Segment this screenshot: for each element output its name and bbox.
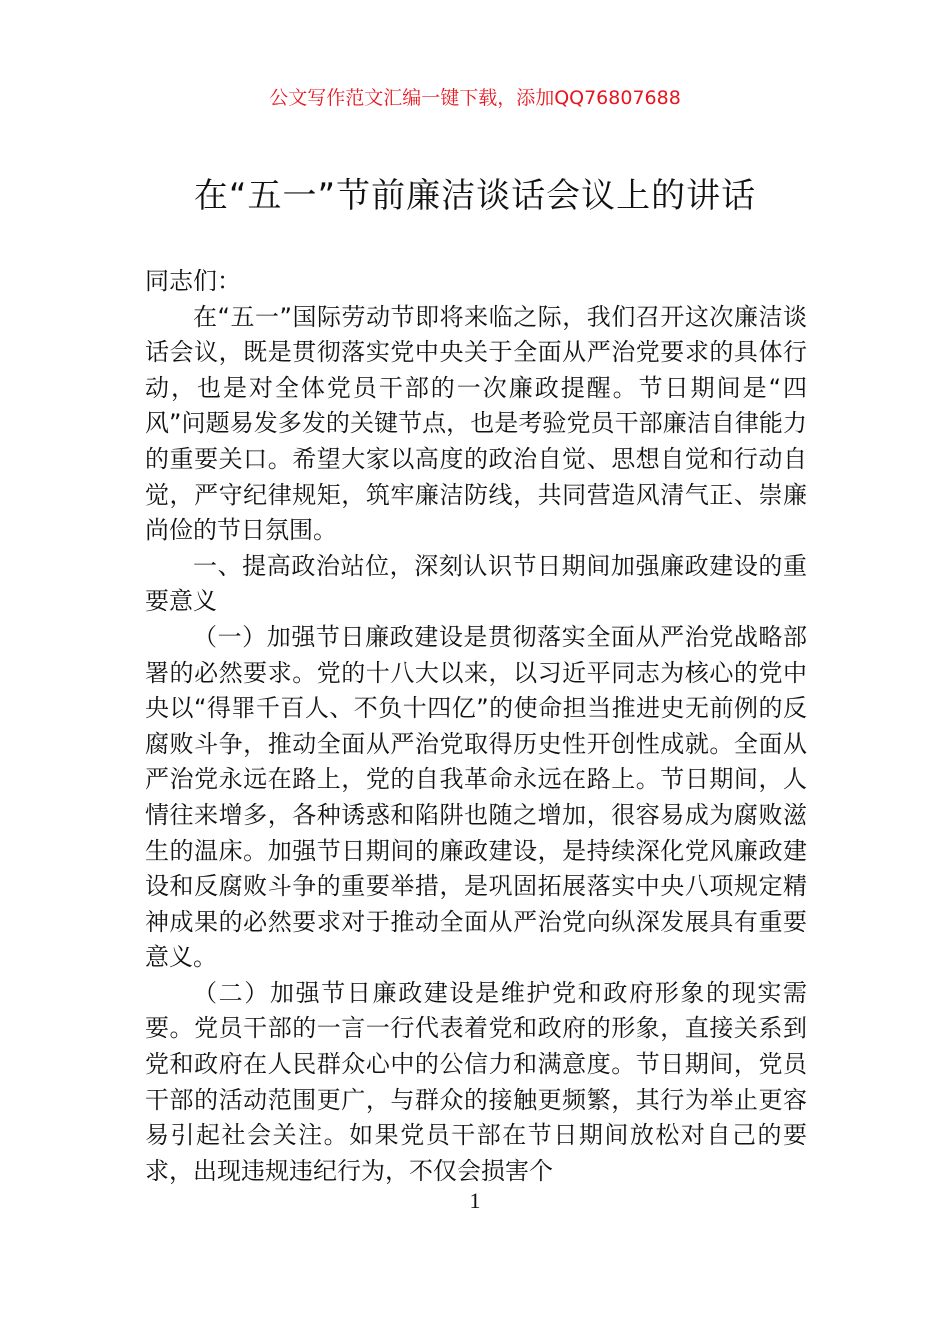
document-body <box>145 264 807 1189</box>
salutation: 同志们： <box>145 267 241 295</box>
document-title: 在“五一”节前廉洁谈话会议上的讲话 <box>193 176 757 216</box>
paragraph-intro: 在“五一”国际劳动节即将来临之际，我们召开这次廉洁谈话会议，既是贯彻落实党中央关于全面从严治党要求的具体行动，也是对全体党员干部的一次廉政提醒。节日期间是“四风”问题易发多发的关键节点，也是考验党员干部廉洁自律能力的重要关口。希望大家以高度的政治自觉、思想自觉和行动自觉，严守纪律规矩，筑牢廉洁防线，共同营造风清气正、崇廉尚俭的节日氛围。 <box>145 302 807 545</box>
paragraph-point-1: （一）加强节日廉政建设是贯彻落实全面从严治党战略部署的必然要求。党的十八大以来，以习近平同志为核心的党中央以“得罪千百人、不负十四亿”的使命担当推进史无前例的反腐败斗争，推动全面从严治党取得历史性开创性成就。全面从严治党永远在路上，党的自我革命永远在路上。节日期间，人情往来增多，各种诱惑和陷阱也随之增加，很容易成为腐败滋生的温床。加强节日期间的廉政建设，是持续深化党风廉政建设和反腐败斗争的重要举措，是巩固拓展落实中央八项规定精神成果的必然要求对于推动全面从严治党向纵深发展具有重要意义。 <box>145 622 807 972</box>
paragraph-point-2: （二）加强节日廉政建设是维护党和政府形象的现实需要。党员干部的一言一行代表着党和政府的形象，直接关系到党和政府在人民群众心中的公信力和满意度。节日期间，党员干部的活动范围更广，与群众的接触更频繁，其行为举止更容易引起社会关注。如果党员干部在节日期间放松对自己的要求，出现违规违纪行为，不仅会损害个 <box>145 978 807 1185</box>
header-download-note: 公文写作范文汇编一键下载，添加QQ76807688 <box>269 87 681 109</box>
section-heading-1: 一、提高政治站位，深刻认识节日期间加强廉政建设的重要意义 <box>145 551 807 616</box>
page-number: 1 <box>469 1188 481 1213</box>
